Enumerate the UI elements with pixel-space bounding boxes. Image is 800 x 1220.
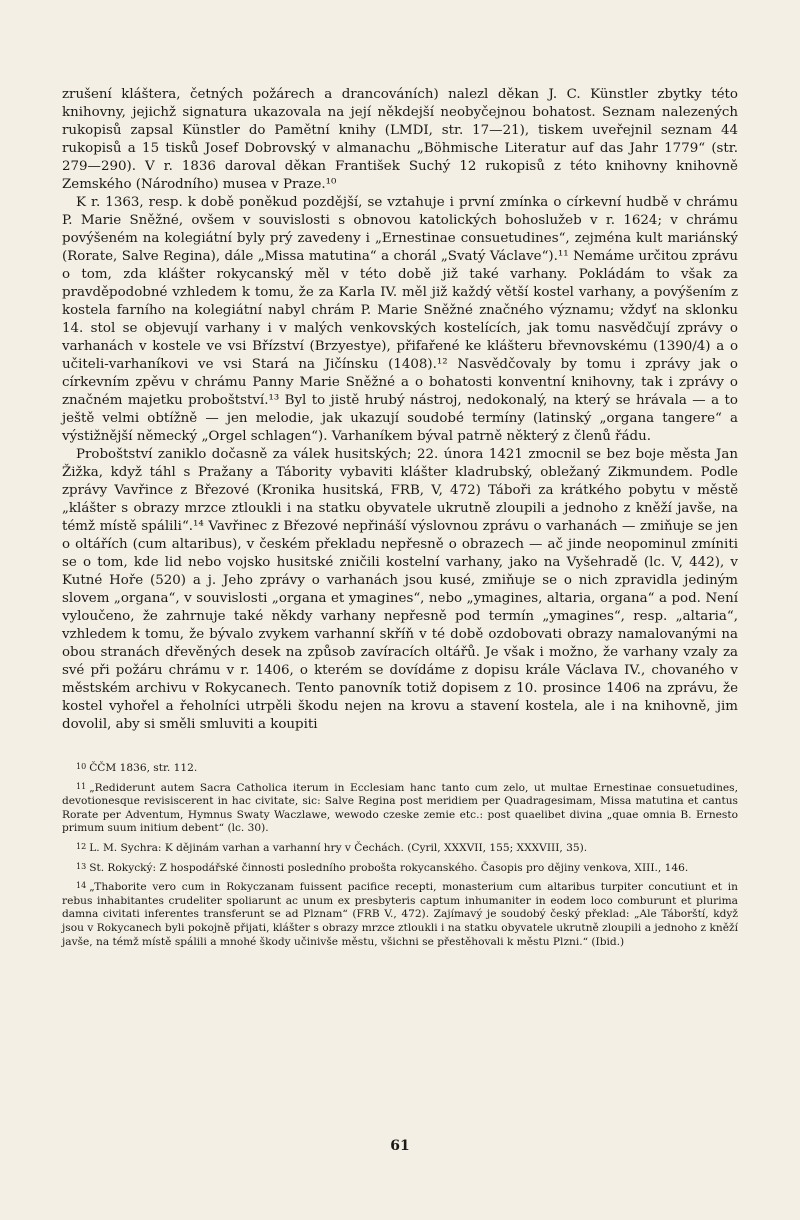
footnote-text: „Rediderunt autem Sacra Catholica iterum in Ecclesiam hanc tanto cum zelo, ut multae Ernestinae consuetudines, devotionesque revisiscerent in hac civitate, sic: Salve Regina post meridiem per Quadragesimam, Missa matutina et cantus Rorate per Adventum, Hymnus Swaty Waczlawe, wewodo czeske zemie etc.: post quaelibet divina „quae omnia B. Ernesto primum suum initium debent“ (lc. 30). — [62, 781, 738, 835]
footnote-number: 13 — [76, 861, 87, 871]
footnote-number: 14 — [76, 881, 87, 891]
paragraph: K r. 1363, resp. k době poněkud pozdější, se vztahuje i první zmínka o církevní hudbě v chrámu P. Marie Sněžné, ovšem v souvislosti s obnovou katolických bohoslužeb v r. 1624; v chrámu povýšeném na kolegiátní byly prý zavedeny i „Ernestinae consuetudines“, zejména kult mariánský (Rorate, Salve Regina), dále „Missa matutina“ a chorál „Svatý Václave“).¹¹ Nemáme určitou zprávu o tom, zda klášter rokycanský měl v této době již také varhany. Pokládám to však za pravděpodobné vzhledem k tomu, že za Karla IV. měl již každý větší kostel varhany, a povýšením z kostela farního na kolegiátní nabyl chrám P. Marie Sněžné značného významu; vždyť na sklonku 14. stol se objevují varhany i v malých venkovských kostelících, jak tomu nasvědčují zprávy o varhanách v kostele ve vsi Břízství (Brzyestye), přifařené ke klášteru břevnovskému (1390/4) a o učiteli-varhaníkovi ve vsi Stará na Jičínsku (1408).¹² Nasvědčovaly by tomu i zprávy jak o církevním zpěvu v chrámu Panny Marie Sněžné a o bohatosti konventní knihovny, tak i zprávy o značném majetku proboštství.¹³ Byl to jistě hrubý nástroj, nedokonalý, na který se hrávala — a to ještě velmi obtížně — jen melodie, jak ukazují soudobé termíny (latinský „organa tangere“ a výstižnější německý „Orgel schlagen“). Varhaníkem býval patrně některý z členů řádu. — [62, 195, 738, 444]
footnotes — [62, 760, 738, 949]
footnote — [62, 840, 738, 856]
page-number: 61 — [390, 1138, 410, 1154]
footnote — [62, 860, 738, 876]
footnote-text: St. Rokycký: Z hospodářské činnosti posledního probošta rokycanského. Časopis pro dějiny venkova, XIII., 146. — [89, 861, 689, 874]
footnote — [62, 760, 738, 776]
footnote-number: 11 — [76, 781, 87, 791]
paragraph: Proboštství zaniklo dočasně za válek husitských; 22. února 1421 zmocnil se bez boje města Jan Žižka, když táhl s Pražany a Tábority vybaviti klášter kladrubský, obležaný Zikmundem. Podle zprávy Vavřince z Březové (Kronika husitská, FRB, V, 472) Táboři za krátkého pobytu v městě „klášter s obrazy mrzce ztloukli i na statku obyvatele ukrutně zloupili a jednoho z kněží javše, na témž místě spálili“.¹⁴ Vavřinec z Březové nepřináší výslovnou zprávu o varhanách — zmiňuje se jen o oltářích (cum altaribus), v českém překladu nepřesně o obrazech — ač jinde neopominul zmíniti se o tom, kde lid nebo vojsko husitské zničili kostelní varhany, jako na Vyšehradě (lc. V, 442), v Kutné Hoře (520) a j. Jeho zprávy o varhanách jsou kusé, zmiňuje se o nich zpravidla jediným slovem „organa“, v souvislosti „organa et ymagines“, nebo „ymagines, altaria, organa“ a pod. Není vyloučeno, že zahrnuje také někdy varhany nepřesně pod termín „ymagines“, resp. „altaria“, vzhledem k tomu, že bývalo zvykem varhanní skříň v té době ozdobovati obrazy namalovanými na obou stranách dřevěných desek na způsob zavíracích oltářů. Je však i možno, že varhany vzaly za své při požáru chrámu v r. 1406, o kterém se dovídáme z dopisu krále Václava IV., chovaného v městském archivu v Rokycanech. Tento panovník totiž dopisem z 10. prosince 1406 na zprávu, že kostel vyhořel a řeholníci utrpěli škodu nejen na krovu a stavení kostela, ale i na knihovně, jim dovolil, aby si směli smluviti a koupiti — [62, 447, 738, 732]
footnote-number: 12 — [76, 841, 87, 851]
footnote-text: ČČM 1836, str. 112. — [89, 762, 198, 774]
paragraph: zrušení kláštera, četných požárech a drancováních) nalezl děkan J. C. Künstler zbytky této knihovny, jejichž signatura ukazovala na její někdejší neobyčejnou bohatost. Seznam nalezených rukopisů zapsal Künstler do Pamětní knihy (LMDI, str. 17—21), tiskem uveřejnil seznam 44 rukopisů a 15 tisků Josef Dobrovský v almanachu „Böhmische Literatur auf das Jahr 1779“ (str. 279—290). V r. 1836 daroval děkan František Suchý 12 rukopisů z této knihovny knihovně Zemského (Národního) musea v Praze.¹⁰ — [62, 87, 738, 192]
footnote-number: 10 — [76, 762, 87, 771]
footnote-text: „Thaborite vero cum in Rokyczanam fuissent pacifice recepti, monasterium cum altaribus turpiter concutiunt et in rebus inhabitantes crudeliter spoliarunt ac unum ex presbyteris captum inhumaniter in eodem loco comburunt et plurima damna civitati inferentes transferunt se ad Plznam“ (FRB V., 472). Zajímavý je soudobý český překlad: „Ale Táborští, když jsou v Rokycanech byli pokojně přijati, klášter s obrazy mrzce ztloukli i na statku obyvatele ukrutně zloupili a jednoho z kněží javše, na témž místě spálili a mnohé škody učinivše městu, všichni se přestěhovali k městu Plzni.“ (Ibid.) — [62, 881, 738, 948]
footnote — [62, 780, 738, 836]
main-text — [62, 86, 738, 734]
footnote-text: L. M. Sychra: K dějinám varhan a varhanní hry v Čechách. (Cyril, XXXVII, 155; XXXVIII, 35). — [89, 841, 588, 854]
footnote — [62, 879, 738, 949]
